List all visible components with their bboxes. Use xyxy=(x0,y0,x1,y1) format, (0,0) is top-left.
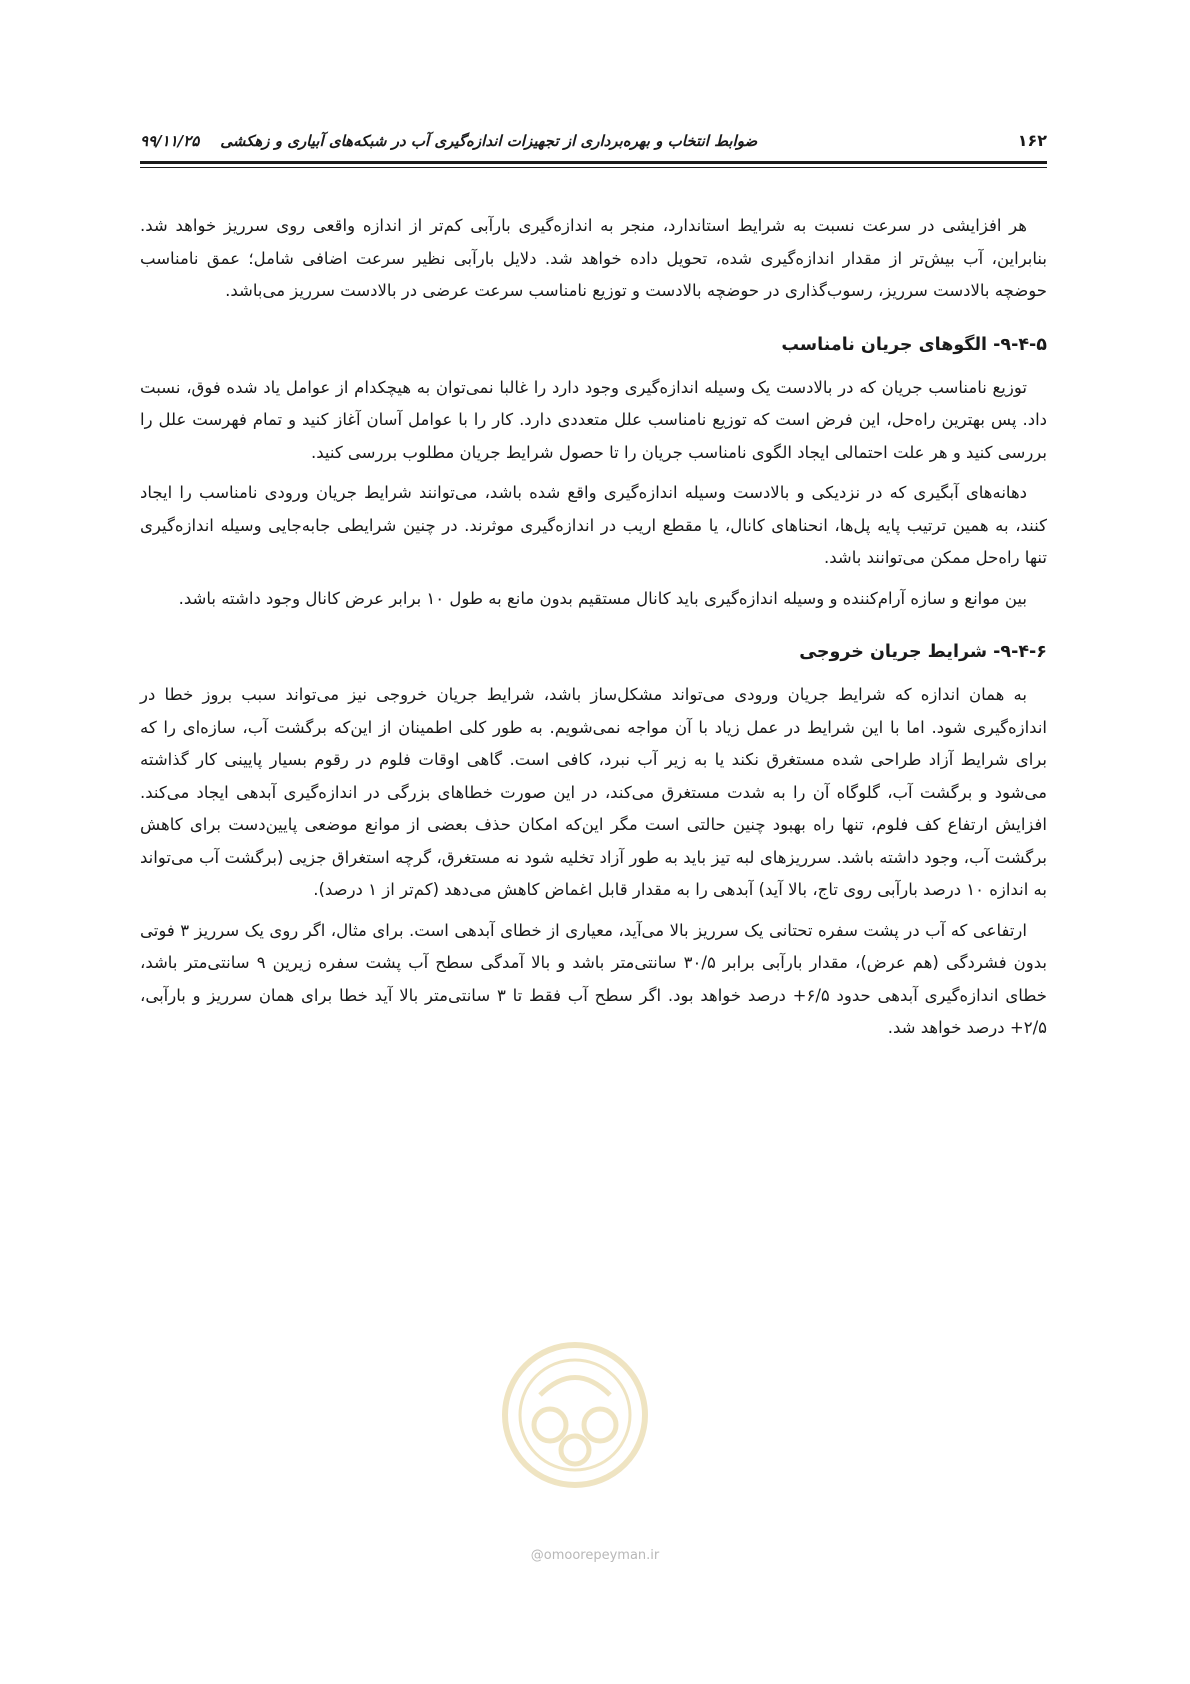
page-header xyxy=(140,124,1047,150)
watermark-logo-icon xyxy=(500,1340,650,1490)
section-heading-9-4-6: ۹-۴-۶- شرایط جریان خروجی xyxy=(799,642,1047,662)
paragraph-4: بین موانع و سازه آرام‌کننده و وسیله اندازه‌گیری باید کانال مستقیم بدون مانع به طول ۱۰ برابر عرض کانال وجود داشته باشد. xyxy=(178,588,1027,608)
document-date: ۹۹/۱۱/۲۵ xyxy=(140,132,200,150)
paragraph-1: هر افزایشی در سرعت نسبت به شرایط استاندارد، منجر به اندازه‌گیری بارآبی کم‌تر از اندازه واقعی روی سرریز خواهد شد. بنابراین، آب بیش‌تر از مقدار اندازه‌گیری شده، تحویل داده خواهد شد. دلایل بارآبی نظیر سرعت اضافی شامل؛ عمق نامناسب حوضچه بالادست سرریز، رسوب‌گذاری در حوضچه بالادست و توزیع نامناسب سرعت عرضی در بالادست سرریز می‌باشد. xyxy=(140,216,1047,300)
paragraph-5: به همان اندازه که شرایط جریان ورودی می‌تواند مشکل‌ساز باشد، شرایط جریان خروجی نیز می‌تواند سبب بروز خطا در اندازه‌گیری شود. اما با این شرایط در عمل زیاد با آن مواجه نمی‌شویم. به طور کلی اطمینان از این‌که برگشت آب، سازه‌ای را که برای شرایط آزاد طراحی شده مستغرق نکند یا به زیر آب نبرد، کافی است. گاهی اوقات فلوم در رقوم بسیار پایینی کار گذاشته می‌شود و برگشت آب، گلوگاه آن را به شدت مستغرق می‌کند، در این صورت خطاهای بزرگی در اندازه‌گیری آبدهی ایجاد می‌کند. افزایش ارتفاع کف فلوم، تنها راه بهبود چنین حالتی است مگر این‌که امکان حذف بعضی از موانع موضعی پایین‌دست برای کاهش برگشت آب، وجود داشته باشد. سرریزهای لبه تیز باید به طور آزاد تخلیه شود نه مستغرق، گرچه استغراق جزیی (برگشت آب می‌تواند به اندازه ۱۰ درصد بارآبی روی تاج، بالا آید) آبدهی را به مقدار قابل اغماض کاهش می‌دهد (کم‌تر از ۱ درصد). xyxy=(140,685,1047,899)
document-title: ضوابط انتخاب و بهره‌برداری از تجهیزات اندازه‌گیری آب در شبکه‌های آبیاری و زهکشی xyxy=(220,132,758,150)
running-title xyxy=(140,132,757,150)
header-rule-thick xyxy=(140,161,1047,164)
watermark-site: @omoorepeyman.ir xyxy=(530,1548,660,1563)
paragraph-2: توزیع نامناسب جریان که در بالادست یک وسیله اندازه‌گیری وجود دارد را غالبا نمی‌توان به هیچکدام از عوامل یاد شده فوق، نسبت داد. پس بهترین راه‌حل، این فرض است که توزیع نامناسب علل متعددی دارد. کار را با عوامل آسان آغاز کنید و تمام فهرست علل را بررسی کنید و هر علت احتمالی ایجاد الگوی نامناسب جریان را تا حصول شرایط جریان مطلوب بررسی کنید. xyxy=(140,377,1047,462)
paragraph-3: دهانه‌های آبگیری که در نزدیکی و بالادست وسیله اندازه‌گیری واقع شده باشد، می‌توانند شرایط جریان ورودی نامناسب را ایجاد کنند، به همین ترتیب پایه پل‌ها، انحناهای کانال، یا مقطع اریب در اندازه‌گیری موثرند. در چنین شرایطی جابه‌جایی وسیله اندازه‌گیری تنها راه‌حل ممکن می‌توانند باشد. xyxy=(140,483,1047,567)
page-body xyxy=(140,210,1047,1053)
section-heading-9-4-5: ۹-۴-۵- الگوهای جریان نامناسب xyxy=(781,334,1047,355)
header-rule-thin xyxy=(140,167,1047,168)
page-number: ۱۶۲ xyxy=(1017,131,1047,150)
paragraph-6: ارتفاعی که آب در پشت سفره تحتانی یک سرریز بالا می‌آید، معیاری از خطای آبدهی است. برای مثال، اگر روی یک سرریز ۳ فوتی بدون فشردگی (هم عرض)، مقدار بارآبی برابر ۳۰/۵ سانتی‌متر باشد و بالا آمدگی سطح آب پشت سفره زیرین ۹ سانتی‌متر باشد، خطای اندازه‌گیری آبدهی حدود ۶/۵+ درصد خواهد بود. اگر سطح آب فقط تا ۳ سانتی‌متر بالا آید خطا برای همان سرریز و بارآبی، ۲/۵+ درصد خواهد شد. xyxy=(140,920,1048,1037)
